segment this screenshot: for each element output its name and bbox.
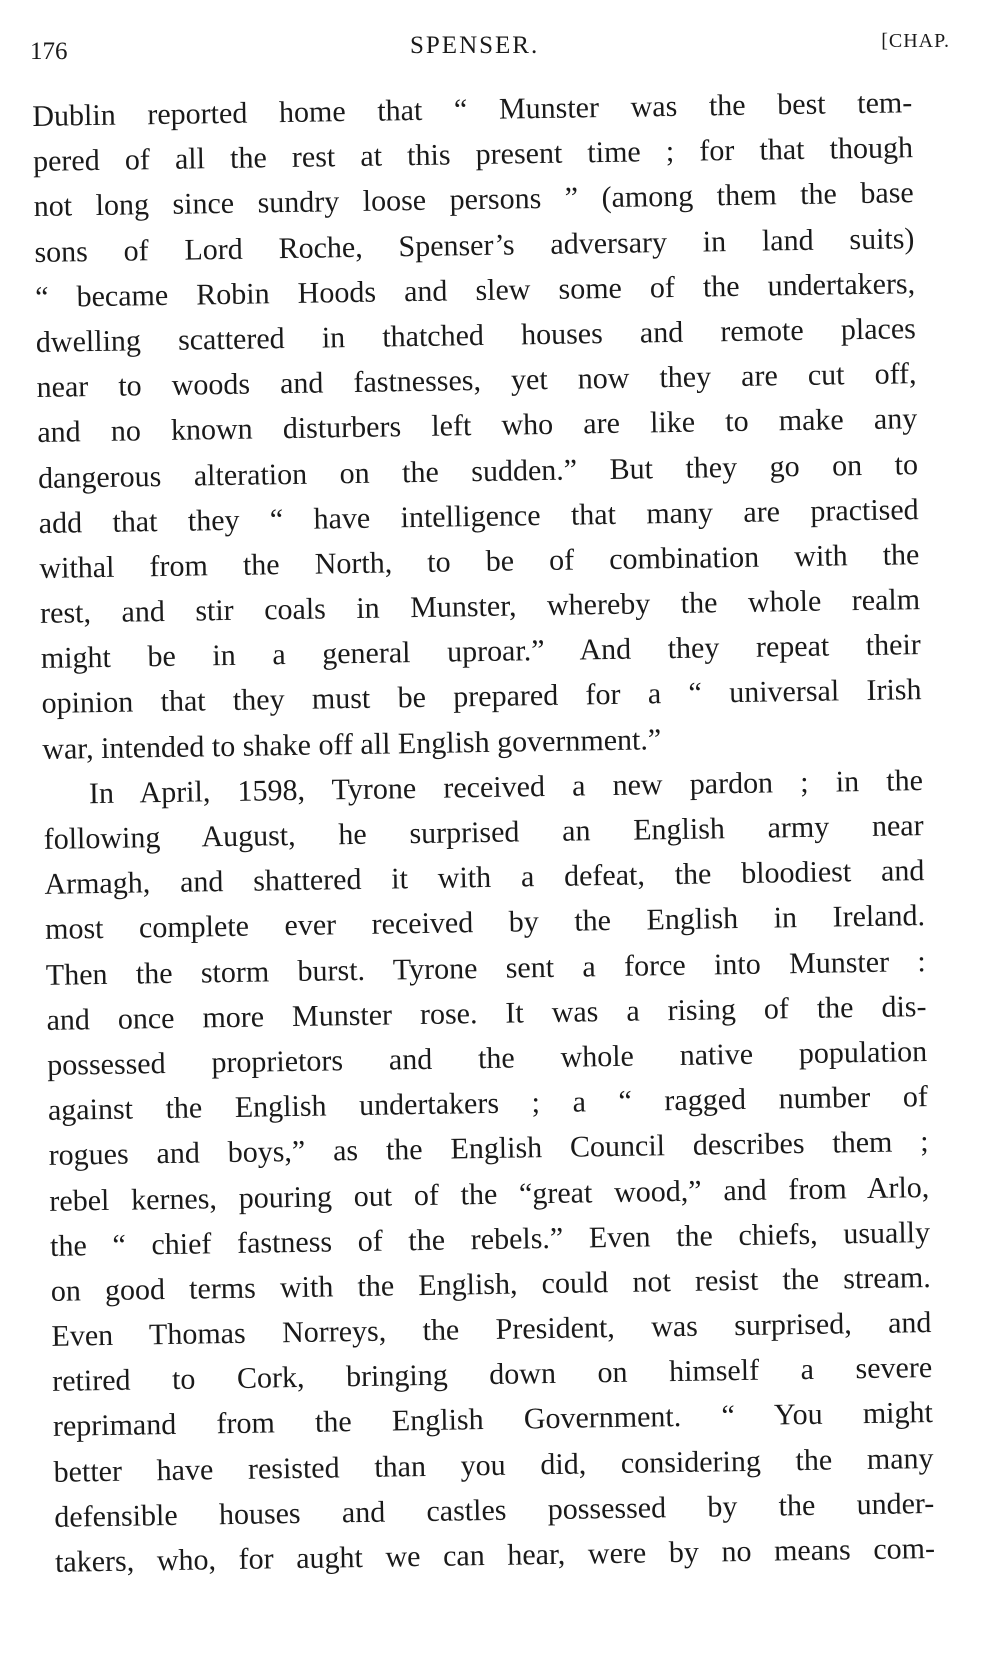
- text-line: “ became Robin Hoods and slew some of the undertakers,: [34, 266, 916, 314]
- running-head: [30, 30, 950, 70]
- text-line: pered of all the rest at this present time ; for that though: [32, 131, 914, 179]
- paragraph-start-line: In April, 1598, Tyrone received a new pardon ; in the: [88, 763, 924, 811]
- text-line: opinion that they must be prepared for a “ universal Irish: [41, 673, 922, 721]
- text-line: reprimand from the English Government. “ You might: [52, 1396, 934, 1444]
- text-line: add that they “ have intelligence that many are practised: [38, 492, 919, 540]
- text-line: following August, he surprised an English army near: [43, 809, 924, 856]
- page-number: 176: [30, 38, 68, 65]
- text-line: dangerous alteration on the sudden.” But they go on to: [37, 447, 919, 495]
- chapter-marker: [CHAP.: [881, 30, 950, 52]
- running-title: SPENSER.: [410, 32, 540, 59]
- text-line: the “ chief fastness of the rebels.” Even the chiefs, usually: [49, 1215, 931, 1263]
- text-line: Then the storm burst. Tyrone sent a force into Munster :: [45, 944, 926, 992]
- text-line: Even Thomas Norreys, the President, was surprised, and: [51, 1306, 932, 1353]
- text-line: most complete ever received by the English in Ireland.: [44, 899, 926, 947]
- text-line: sons of Lord Roche, Spenser’s adversary in land suits): [34, 221, 915, 269]
- text-line: rest, and stir coals in Munster, whereby the whole realm: [39, 583, 921, 630]
- text-line: takers, who, for aught we can hear, were by no means com-: [54, 1531, 936, 1579]
- text-line: and once more Munster rose. It was a rising of the dis-: [46, 989, 927, 1037]
- text-line: rogues and boys,” as the English Council describes them ;: [48, 1125, 929, 1173]
- text-line: better have resisted than you did, considering the many: [53, 1441, 934, 1489]
- text-line: withal from the North, to be of combination with the: [39, 537, 920, 585]
- text-line: possessed proprietors and the whole native population: [46, 1034, 928, 1082]
- text-line: dwelling scattered in thatched houses and remote places: [35, 312, 917, 359]
- text-line: might be in a general uproar.” And they repeat their: [40, 628, 922, 676]
- text-line: retired to Cork, bringing down on himself a severe: [51, 1351, 933, 1399]
- text-line: Armagh, and shattered it with a defeat, the bloodiest and: [44, 854, 925, 902]
- body-text: [32, 80, 935, 1585]
- text-line: defensible houses and castles possessed by the under-: [54, 1486, 935, 1534]
- text-line: near to woods and fastnesses, yet now they are cut off,: [36, 357, 917, 405]
- text-line: and no known disturbers left who are like to make any: [37, 402, 918, 450]
- text-line: not long since sundry loose persons ” (among them the base: [33, 176, 914, 224]
- text-line: rebel kernes, pouring out of the “great wood,” and from Arlo,: [49, 1170, 930, 1218]
- text-line: against the English undertakers ; a “ ragged number of: [47, 1080, 929, 1127]
- text-line: on good terms with the English, could not resist the stream.: [50, 1260, 931, 1308]
- text-line: Dublin reported home that “ Munster was the best tem-: [32, 86, 913, 133]
- paragraph-end-line: war, intended to shake off all English government.”: [42, 722, 662, 766]
